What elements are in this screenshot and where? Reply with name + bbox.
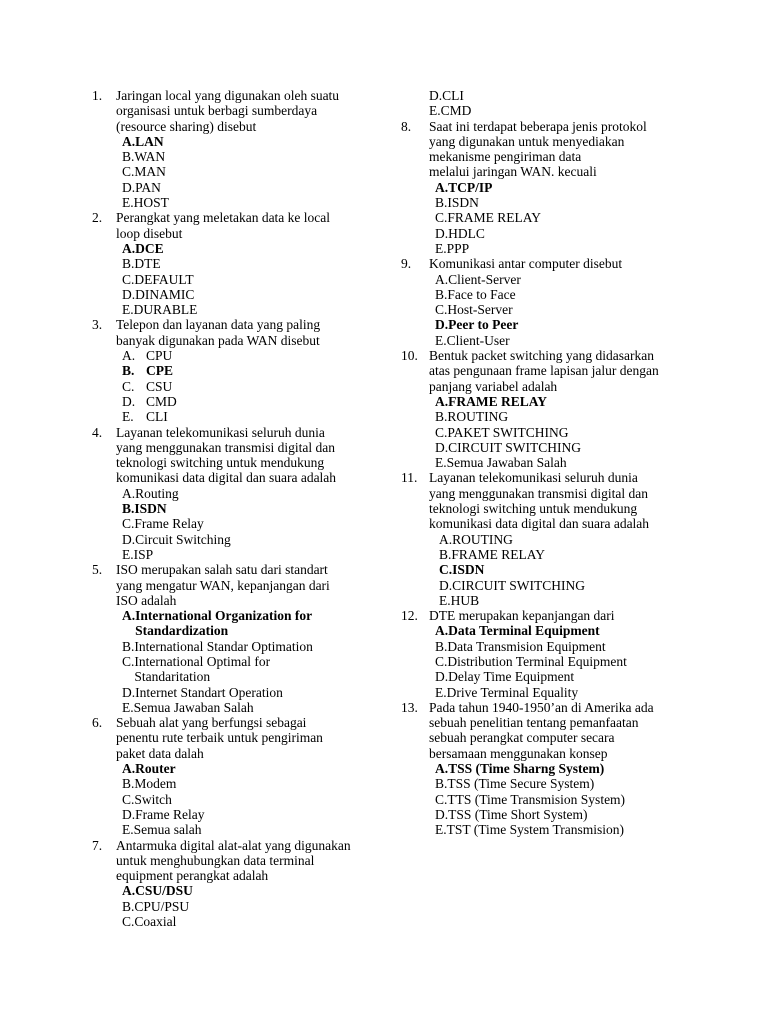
answer-option	[429, 287, 705, 302]
option-letter: A.	[435, 393, 449, 409]
option-text: FRAME RELAY	[448, 393, 548, 409]
option-text: TSS (Time Sharng System)	[448, 761, 605, 777]
answer-option	[116, 394, 382, 409]
question-item	[401, 348, 705, 471]
option-letter: D.	[429, 88, 443, 103]
right-column	[401, 88, 705, 838]
option-letter: C.	[122, 516, 135, 532]
option-letter: A.	[439, 531, 453, 547]
answer-option	[429, 210, 705, 225]
option-text: Client-Server	[448, 271, 521, 287]
option-text: Semua Jawaban Salah	[133, 699, 254, 715]
answer-option	[116, 639, 382, 654]
answer-option	[429, 302, 705, 317]
option-letter: E.	[122, 699, 134, 715]
option-text: Semua Jawaban Salah	[446, 455, 567, 471]
answer-option	[429, 226, 705, 241]
option-text: Router	[135, 761, 176, 777]
answer-option	[116, 149, 382, 164]
answer-option	[429, 409, 705, 424]
answer-option-correct	[116, 501, 382, 516]
option-letter: E.	[435, 240, 447, 256]
option-text: Modem	[134, 776, 177, 792]
answer-option	[116, 914, 382, 929]
option-text: LAN	[135, 133, 164, 149]
question-text: ISO merupakan salah satu dari standart yang mengatur WAN, kepanjangan dari ISO adalah	[116, 562, 330, 608]
answer-option	[116, 256, 382, 271]
option-text: ISDN	[452, 562, 485, 578]
option-text: CSU/DSU	[135, 883, 193, 899]
answer-option-correct	[429, 761, 705, 776]
question-text: Jaringan local yang digunakan oleh suatu organisasi untuk berbagi sumberdaya (resource sharing) disebut	[116, 88, 340, 134]
question-number: 4.	[92, 424, 103, 440]
option-letter: D.	[439, 577, 453, 593]
option-text: CIRCUIT SWITCHING	[452, 577, 585, 593]
option-text: PAKET SWITCHING	[447, 424, 569, 440]
option-letter: D.	[435, 317, 449, 333]
option-letter: B.	[122, 501, 135, 517]
option-text: TCP/IP	[448, 179, 493, 195]
question-item	[92, 838, 382, 930]
answer-option	[116, 348, 382, 363]
option-text: CLI	[146, 409, 168, 425]
option-text: WAN	[134, 149, 166, 165]
option-text: CPU	[146, 348, 173, 364]
option-letter: E.	[435, 455, 447, 471]
answer-option	[116, 532, 382, 547]
answer-option	[116, 486, 382, 501]
option-text: ROUTING	[452, 531, 513, 547]
option-letter: C.	[439, 562, 453, 578]
option-letter: D.	[435, 669, 449, 685]
option-letter: C.	[435, 210, 448, 226]
question-item	[92, 715, 382, 837]
question-item	[92, 562, 382, 715]
option-text: International Organization for Standardization	[135, 608, 313, 639]
answer-option	[429, 685, 705, 700]
question-number: 8.	[401, 118, 412, 134]
option-text: Internet Standart Operation	[135, 684, 283, 700]
option-letter: D.	[435, 806, 449, 822]
answer-option-correct	[116, 241, 382, 256]
answer-option	[116, 164, 382, 179]
option-letter: A.	[122, 608, 136, 624]
option-text: International Standar Optimation	[134, 638, 313, 654]
answer-option	[116, 792, 382, 807]
answer-option-correct	[116, 608, 382, 639]
option-text: Frame Relay	[134, 516, 204, 532]
option-letter: B.	[122, 638, 135, 654]
answer-option	[429, 654, 705, 669]
option-letter: E.	[435, 684, 447, 700]
answer-option	[429, 195, 705, 210]
option-text: Circuit Switching	[135, 531, 231, 547]
answer-option-correct	[116, 363, 382, 378]
question-number: 2.	[92, 210, 103, 226]
answer-option-correct	[429, 562, 705, 577]
option-letter: A.	[122, 240, 136, 256]
question-7-continuation	[405, 88, 705, 119]
answer-option	[429, 776, 705, 791]
option-letter: C.	[122, 914, 135, 930]
question-text: Komunikasi antar computer disebut	[429, 256, 623, 272]
option-letter: E.	[122, 195, 134, 211]
answer-option	[429, 532, 705, 547]
answer-option	[429, 272, 705, 287]
question-number: 10.	[401, 348, 418, 364]
answer-option	[429, 241, 705, 256]
question-item	[401, 608, 705, 700]
answer-option-correct	[116, 134, 382, 149]
option-letter: E.	[429, 103, 441, 119]
question-text: Layanan telekomunikasi seluruh dunia yang menggunakan transmisi digital dan teknologi switching untuk mendukung komunikasi data digital dan suara adalah	[429, 470, 650, 532]
option-letter: C.	[435, 302, 448, 318]
answer-option-correct	[116, 883, 382, 898]
answer-option	[429, 440, 705, 455]
option-text: TTS (Time Transmision System)	[447, 791, 626, 807]
question-number: 9.	[401, 256, 412, 272]
option-letter: D.	[122, 179, 136, 195]
question-number: 1.	[92, 88, 103, 103]
answer-option	[116, 899, 382, 914]
option-text: TST (Time System Transmision)	[446, 822, 625, 838]
option-text: CMD	[146, 393, 177, 409]
question-item	[401, 470, 705, 608]
option-letter: E.	[439, 592, 451, 608]
option-letter: E.	[435, 822, 447, 838]
option-letter: E.	[122, 409, 134, 425]
option-text: TSS (Time Secure System)	[447, 776, 595, 792]
option-text: Host-Server	[447, 302, 513, 318]
answer-option	[429, 822, 705, 837]
option-letter: C.	[435, 791, 448, 807]
question-text: Saat ini terdapat beberapa jenis protokol yang digunakan untuk menyediakan mekanisme pengiriman data melalui jaringan WAN. kecuali	[429, 118, 647, 180]
option-text: CPU/PSU	[134, 898, 190, 914]
answer-option	[429, 669, 705, 684]
option-letter: C.	[122, 164, 135, 180]
option-text: CIRCUIT SWITCHING	[448, 439, 581, 455]
question-item	[92, 88, 382, 210]
option-letter: B.	[122, 256, 135, 272]
option-letter: A.	[122, 348, 136, 364]
answer-option	[429, 455, 705, 470]
question-item	[92, 425, 382, 563]
option-text: CMD	[440, 103, 472, 119]
option-letter: B.	[435, 776, 448, 792]
answer-option	[116, 807, 382, 822]
answer-option-correct	[116, 761, 382, 776]
answer-option	[429, 578, 705, 593]
question-item	[401, 256, 705, 348]
answer-option	[116, 776, 382, 791]
option-text: Peer to Peer	[448, 317, 519, 333]
option-text: CLI	[442, 88, 464, 103]
answer-option	[116, 822, 382, 837]
option-text: PAN	[135, 179, 161, 195]
option-text: Frame Relay	[135, 806, 205, 822]
answer-option	[116, 272, 382, 287]
option-letter: E.	[122, 546, 134, 562]
answer-option	[405, 103, 705, 118]
option-letter: D.	[122, 393, 136, 409]
option-letter: A.	[435, 623, 449, 639]
answer-option	[116, 700, 382, 715]
question-number: 6.	[92, 715, 103, 731]
option-text: ISDN	[134, 501, 167, 517]
left-column	[92, 88, 382, 929]
question-text: Pada tahun 1940-1950’an di Amerika ada sebuah penelitian tentang pemanfaatan sebuah perangkat computer secara bersamaan menggunakan konsep	[429, 699, 654, 761]
option-text: Switch	[134, 791, 172, 807]
option-text: DCE	[135, 240, 164, 256]
question-number: 5.	[92, 562, 103, 578]
option-letter: E.	[435, 332, 447, 348]
question-item	[92, 210, 382, 317]
option-text: PPP	[446, 240, 470, 256]
answer-option	[116, 409, 382, 424]
answer-option	[116, 302, 382, 317]
option-letter: A.	[435, 179, 449, 195]
answer-option-correct	[429, 394, 705, 409]
option-text: ROUTING	[447, 409, 509, 425]
answer-option	[405, 88, 705, 103]
option-letter: A.	[122, 883, 136, 899]
option-text: Delay Time Equipment	[448, 669, 575, 685]
option-text: Client-User	[446, 332, 510, 348]
answer-option	[429, 792, 705, 807]
question-number: 3.	[92, 317, 103, 333]
answer-option	[429, 425, 705, 440]
option-text: CPE	[146, 363, 173, 379]
answer-option	[429, 639, 705, 654]
answer-option	[116, 547, 382, 562]
option-letter: A.	[122, 485, 136, 501]
question-text: Perangkat yang meletakan data ke local loop disebut	[116, 210, 331, 241]
option-text: Data Transmision Equipment	[447, 638, 606, 654]
option-letter: D.	[122, 531, 136, 547]
option-text: Distribution Terminal Equipment	[447, 653, 627, 669]
option-letter: C.	[122, 791, 135, 807]
option-text: HDLC	[448, 225, 485, 241]
question-text: DTE merupakan kepanjangan dari	[429, 608, 615, 624]
option-letter: B.	[435, 409, 448, 425]
question-item	[401, 699, 705, 838]
option-text: Face to Face	[447, 286, 516, 302]
option-text: International Optimal for Standaritation	[134, 653, 271, 685]
option-text: HUB	[450, 592, 480, 608]
answer-option	[116, 516, 382, 531]
option-letter: B.	[435, 638, 448, 654]
option-text: DEFAULT	[134, 271, 194, 287]
question-text: Layanan telekomunikasi seluruh dunia yang menggunakan transmisi digital dan teknologi switching untuk mendukung komunikasi data digital dan suara adalah	[116, 424, 337, 486]
question-number: 12.	[401, 608, 418, 624]
option-letter: B.	[122, 149, 135, 165]
option-letter: A.	[435, 761, 449, 777]
question-item	[401, 118, 705, 257]
option-text: Semua salah	[133, 822, 202, 838]
answer-option	[429, 593, 705, 608]
question-number: 7.	[92, 837, 103, 853]
option-letter: B.	[435, 195, 448, 211]
option-letter: D.	[122, 684, 136, 700]
option-text: DINAMIC	[135, 286, 195, 302]
answer-option	[116, 180, 382, 195]
answer-option	[116, 654, 382, 685]
option-letter: C.	[122, 271, 135, 287]
option-letter: B.	[439, 546, 452, 562]
answer-option	[429, 333, 705, 348]
option-letter: C.	[435, 424, 448, 440]
option-letter: C.	[122, 653, 135, 669]
option-letter: D.	[435, 225, 449, 241]
option-text: HOST	[133, 195, 169, 211]
option-text: FRAME RELAY	[447, 210, 542, 226]
option-letter: B.	[122, 363, 135, 379]
question-text: Telepon dan layanan data yang paling banyak digunakan pada WAN disebut	[116, 317, 321, 348]
option-letter: C.	[435, 653, 448, 669]
question-text: Antarmuka digital alat-alat yang digunakan untuk menghubungkan data terminal equipment perangkat adalah	[116, 837, 351, 884]
question-number: 13.	[401, 699, 418, 715]
answer-option-correct	[429, 317, 705, 332]
option-letter: B.	[122, 776, 135, 792]
answer-option	[116, 287, 382, 302]
option-text: CSU	[146, 378, 173, 394]
option-text: MAN	[134, 164, 166, 180]
option-text: Coaxial	[134, 914, 177, 930]
answer-option-correct	[429, 180, 705, 195]
option-letter: D.	[122, 806, 136, 822]
option-text: FRAME RELAY	[451, 546, 546, 562]
option-text: Drive Terminal Equality	[446, 684, 579, 700]
option-text: DTE	[134, 256, 161, 272]
question-number: 11.	[401, 470, 418, 486]
option-letter: E.	[122, 302, 134, 318]
answer-option	[429, 547, 705, 562]
option-text: ISP	[133, 546, 154, 562]
option-text: Routing	[135, 485, 179, 501]
option-letter: A.	[435, 271, 449, 287]
option-letter: A.	[122, 761, 136, 777]
answer-option	[116, 195, 382, 210]
answer-option	[429, 807, 705, 822]
option-letter: B.	[122, 898, 135, 914]
question-text: Sebuah alat yang berfungsi sebagai penentu rute terbaik untuk pengiriman paket data dalah	[116, 715, 323, 761]
option-letter: B.	[435, 286, 448, 302]
option-letter: C.	[122, 378, 135, 394]
question-item	[92, 317, 382, 424]
answer-option-correct	[429, 623, 705, 638]
question-text: Bentuk packet switching yang didasarkan atas pengunaan frame lapisan jalur dengan panjang variabel adalah	[429, 348, 659, 394]
option-letter: E.	[122, 822, 134, 838]
option-text: ISDN	[447, 195, 479, 211]
option-letter: A.	[122, 133, 136, 149]
option-text: TSS (Time Short System)	[448, 806, 588, 822]
option-letter: D.	[435, 439, 449, 455]
option-text: Data Terminal Equipment	[448, 623, 600, 639]
option-letter: D.	[122, 286, 136, 302]
answer-option	[116, 379, 382, 394]
answer-option	[116, 685, 382, 700]
option-text: DURABLE	[133, 302, 198, 318]
